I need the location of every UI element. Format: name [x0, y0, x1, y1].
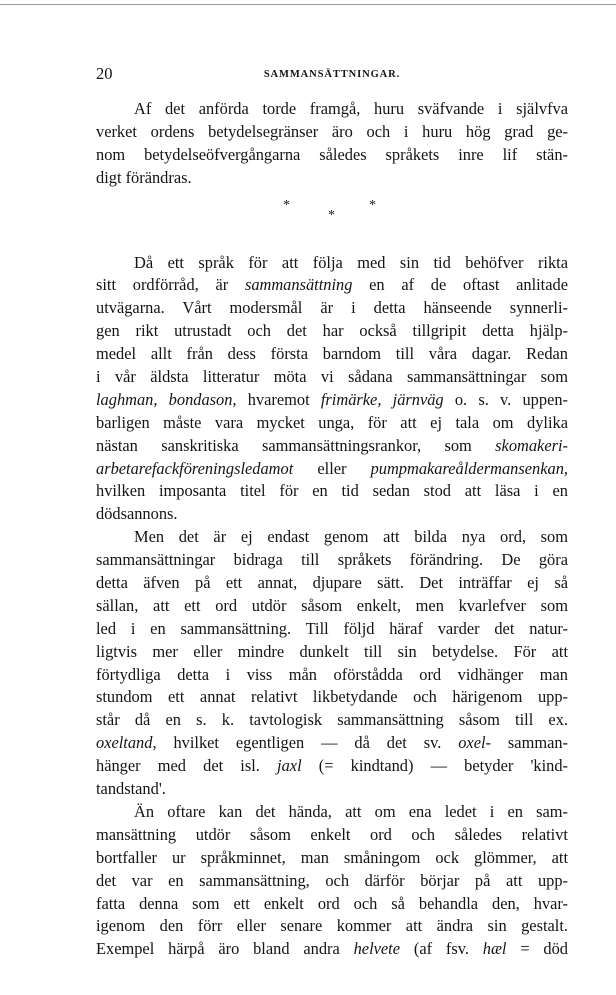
text-line: Då ett språk för att följa med sin tid behöfver rikta [134, 252, 568, 272]
text-line: hvilken imposanta titel för en tid sedan stod att läsa i en [96, 481, 568, 501]
page-header [96, 64, 568, 84]
text-line: Men det är ej endast genom att bilda nya ord, som [134, 527, 568, 547]
text-line: Af det anförda torde framgå, huru sväfvande i självfva [134, 99, 568, 118]
text-line: hänger med det isl. jaxl (= kindtand) — betyder 'kind- [96, 756, 569, 776]
text-line: stundom ett annat relativt likbetydande och härigenom upp- [96, 687, 568, 707]
text-line: utvägarna. Vårt modersmål är i detta hänseende synnerli- [96, 298, 568, 318]
asterisk: * [369, 197, 376, 213]
text-line: dödsannons. [96, 504, 178, 524]
text-line: tandstand'. [96, 779, 166, 799]
text-line: mansättning utdör såsom enkelt ord och således relativt [96, 824, 568, 844]
text-line: barligen måste vara mycket unga, för att ej tala om dylika [96, 412, 568, 432]
text-line: i vår äldsta litteratur möta vi sådana sammansättningar som [96, 367, 568, 387]
section-break-asterism [96, 190, 568, 252]
page-number: 20 [96, 64, 113, 83]
text-line: led i en sammansättning. Till följd häraf varder det natur- [96, 618, 568, 638]
page-top-edge [0, 4, 616, 5]
text-line: gen rikt utrustadt och det har också tillgripit detta hjälp- [96, 321, 568, 341]
text-line: sammansättningar bidraga till språkets förändring. De göra [96, 550, 568, 570]
text-line: Än oftare kan det hända, att om ena ledet i en sam- [134, 801, 568, 821]
text-line: arbetarefackföreningsledamot eller pumpmakareåldermansenkan, [96, 458, 568, 478]
text-line: bortfaller ur språkminnet, man småningom ock glömmer, att [96, 847, 568, 867]
text-line: nom betydelseöfvergångarna således språkets inre lif stän- [96, 144, 568, 164]
text-line: igenom den förr eller senare kommer att ändra sin gestalt. [96, 916, 568, 936]
asterisk: * [283, 197, 290, 213]
body-text [96, 98, 568, 961]
text-line: nästan sanskritiska sammansättningsrankor, som skomakeri- [96, 435, 568, 455]
running-head: SAMMANSÄTTNINGAR. [263, 69, 401, 80]
text-line: förtydliga detta i viss mån oförstådda ord vidhänger man [96, 664, 568, 684]
paragraph [96, 252, 568, 527]
text-line: detta äfven på ett annat, djupare sätt. Det inträffar ej så [96, 573, 568, 593]
text-line: fatta denna som ett enkelt ord och så behandla den, hvar- [96, 893, 568, 913]
text-line: laghman, bondason, hvaremot frimärke, järnväg o. s. v. uppen- [96, 389, 569, 409]
text-line: står då en s. k. tavtologisk sammansättning såsom till ex. [96, 710, 568, 730]
text-line: det var en sammansättning, och därför börjar på att upp- [96, 870, 568, 890]
paragraph [96, 526, 568, 801]
text-line: Exempel härpå äro bland andra helvete (af fsv. hæl = död [96, 939, 568, 959]
text-line: digt förändras. [96, 167, 192, 187]
text-line: verket ordens betydelsegränser äro och i huru hög grad ge- [96, 121, 568, 141]
asterisk: * [328, 207, 335, 223]
paragraph [96, 98, 568, 190]
text-line: medel allt från dess första barndom till våra dagar. Redan [96, 344, 568, 364]
text-line: oxeltand, hvilket egentligen — då det sv. oxel- samman- [96, 733, 568, 753]
text-line: ligtvis mer eller mindre dunkelt till sin betydelse. För att [96, 641, 568, 661]
paragraph [96, 801, 568, 961]
text-line: sitt ordförråd, är sammansättning en af de oftast anlitade [96, 275, 568, 295]
text-line: sällan, att ett ord utdör såsom enkelt, men kvarlefver som [96, 595, 568, 615]
